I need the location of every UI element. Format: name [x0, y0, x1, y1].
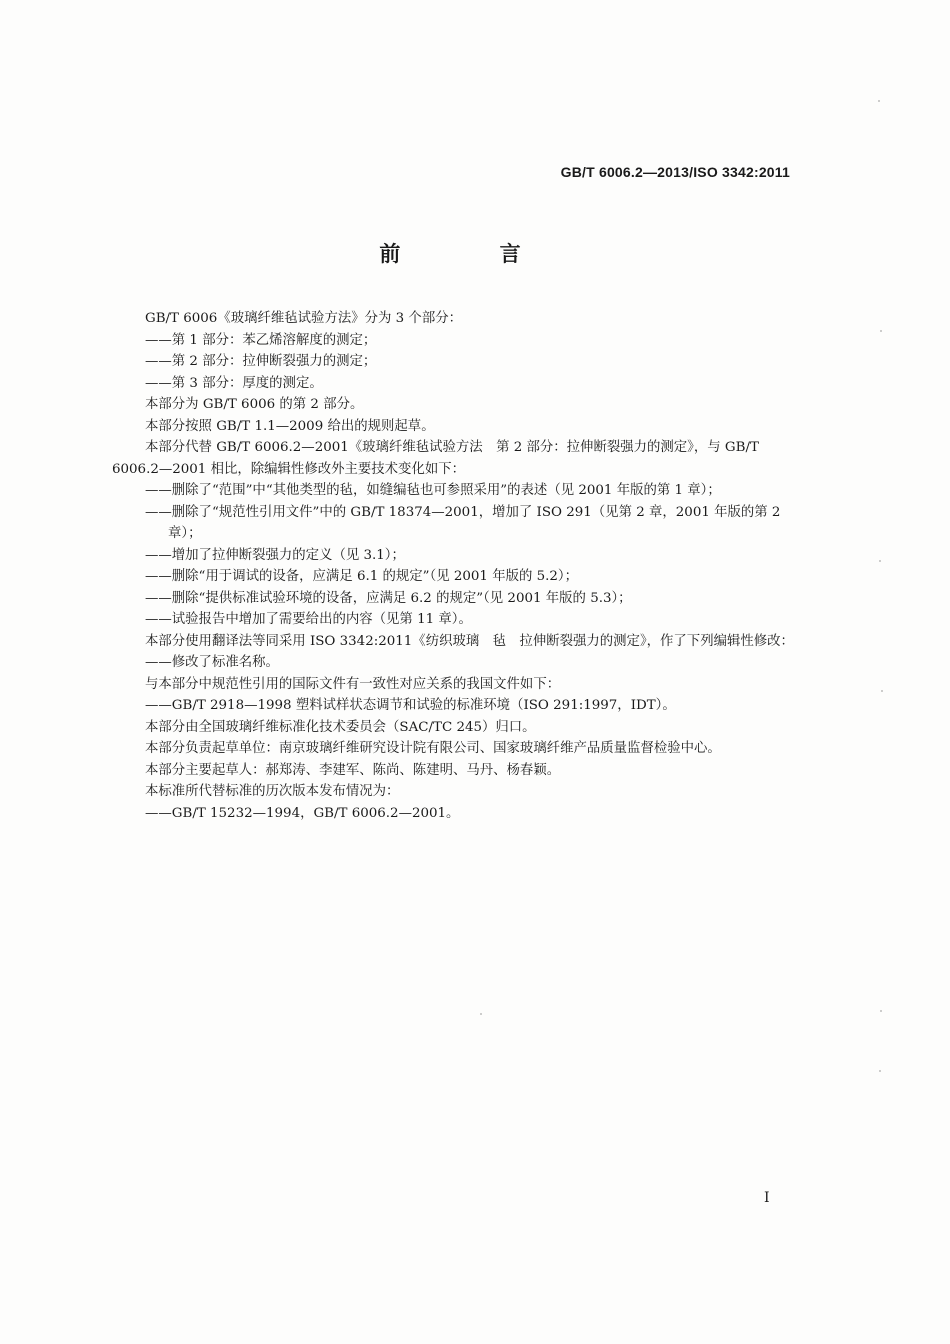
list-item: ——GB/T 15232—1994，GB/T 6006.2—2001。	[145, 805, 460, 821]
list-item: ——删除“用于调试的设备，应满足 6.1 的规定”（见 2001 年版的 5.2）；	[145, 569, 579, 584]
paragraph: 本标准所代替标准的历次版本发布情况为：	[145, 784, 400, 799]
list-item: ——删除了“范围”中“其他类型的毡，如缝编毡也可参照采用”的表述（见 2001 年版的第 1 章）；	[145, 483, 721, 498]
paragraph: 本部分负责起草单位：南京玻璃纤维研究设计院有限公司、国家玻璃纤维产品质量监督检验中心。	[145, 741, 721, 756]
scan-speck	[879, 560, 881, 562]
list-item: ——修改了标准名称。	[145, 655, 279, 670]
page-number: I	[764, 1190, 770, 1206]
scan-speck	[880, 330, 882, 332]
list-item: ——GB/T 2918—1998 塑料试样状态调节和试验的标准环境（ISO 291:1997，IDT）。	[145, 698, 676, 713]
paragraph: 本部分主要起草人：郝郑涛、李建军、陈尚、陈建明、马丹、杨春颖。	[145, 762, 561, 778]
standard-number: GB/T 6006.2—2013/ISO 3342:2011	[560, 164, 790, 180]
paragraph: 本部分代替 GB/T 6006.2—2001《玻璃纤维毡试验方法 第 2 部分：拉伸断裂强力的测定》，与 GB/T 6006.2—2001 相比，除编辑性修改外主要技术变化如下：	[112, 440, 759, 477]
scan-speck	[881, 690, 883, 692]
paragraph: 本部分为 GB/T 6006 的第 2 部分。	[145, 397, 364, 412]
paragraph: 本部分按照 GB/T 1.1—2009 给出的规则起草。	[145, 418, 435, 434]
scan-speck	[879, 1070, 881, 1072]
list-item: ——删除了“规范性引用文件”中的 GB/T 18374—2001，增加了 ISO 291（见第 2 章，2001 年版的第 2 章）；	[145, 504, 781, 541]
list-item: ——第 1 部分：苯乙烯溶解度的测定；	[145, 332, 377, 348]
list-item: ——删除“提供标准试验环境的设备，应满足 6.2 的规定”（见 2001 年版的 5.3）；	[145, 590, 632, 606]
paragraph: 本部分使用翻译法等同采用 ISO 3342:2011《纺织玻璃 毡 拉伸断裂强力的测定》，作了下列编辑性修改：	[145, 633, 794, 649]
scan-speck	[880, 1010, 882, 1012]
list-item: ——试验报告中增加了需要给出的内容（见第 11 章）。	[145, 612, 472, 627]
paragraph: 与本部分中规范性引用的国际文件有一致性对应关系的我国文件如下：	[145, 676, 561, 692]
paragraph: 本部分由全国玻璃纤维标准化技术委员会（SAC/TC 245）归口。	[145, 719, 536, 735]
scan-speck	[878, 100, 880, 102]
paragraph: GB/T 6006《玻璃纤维毡试验方法》分为 3 个部分：	[145, 311, 462, 326]
list-item: ——增加了拉伸断裂强力的定义（见 3.1）；	[145, 547, 405, 563]
list-item: ——第 3 部分：厚度的测定。	[145, 375, 323, 391]
foreword-body	[112, 308, 794, 824]
page-title: 前 言	[379, 242, 567, 266]
list-item: ——第 2 部分：拉伸断裂强力的测定；	[145, 354, 377, 369]
scan-speck	[480, 1013, 482, 1015]
